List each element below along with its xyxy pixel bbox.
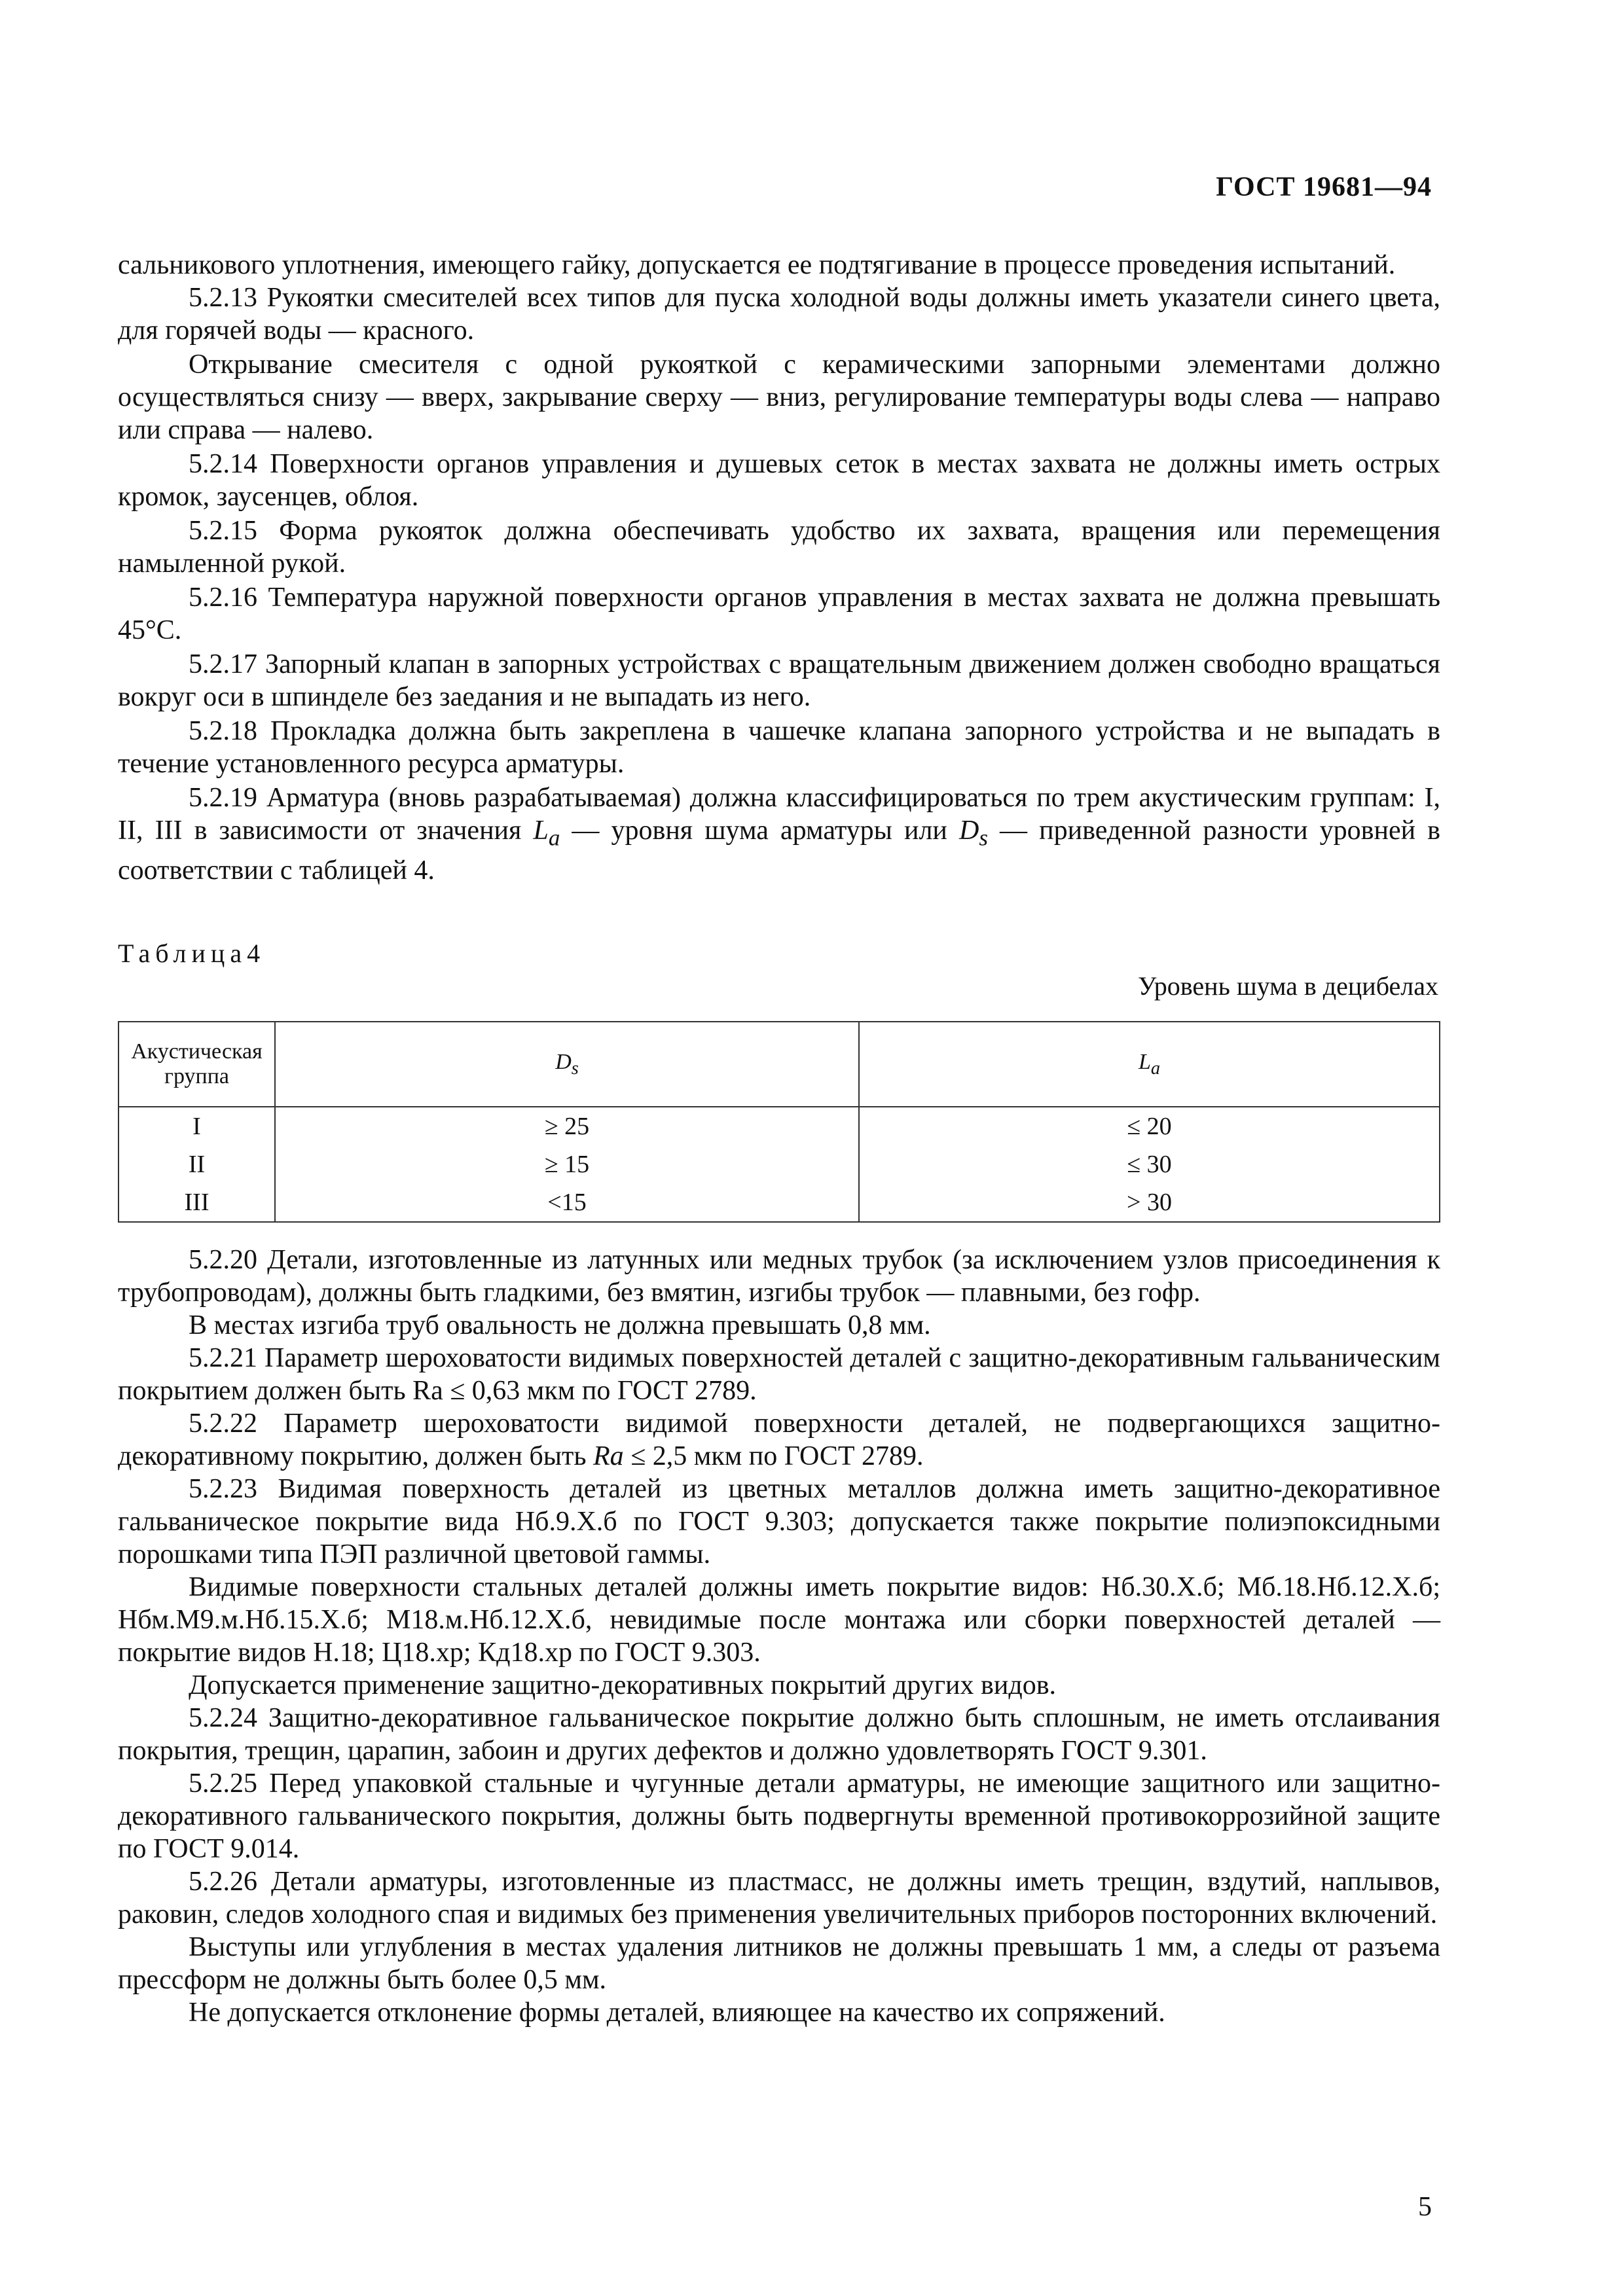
- paragraph-5-2-19: 5.2.19 Арматура (вновь разрабатываемая) должна классифицироваться по трем акустическим группам: I, II, III в зависимости от значения $L_a$ — уровня шума арматуры или $D_s$ — приведенной разности уровней в соответствии с таблицей 4.: [118, 783, 1440, 886]
- paragraph: 5.2.26 Детали арматуры, изготовленные из пластмасс, не должны иметь трещин, вздутий, наплывов, раковин, следов холодного спая и видимых без применения увеличительных приборов посторонних включений.: [118, 1867, 1440, 1929]
- header-la: $L_a$: [859, 1022, 1440, 1107]
- cell-la: ≤ 30: [859, 1145, 1440, 1183]
- paragraph: 5.2.23 Видимая поверхность деталей из цветных металлов должна иметь защитно-декоративное гальваническое покрытие вида Нб.9.Х.б по ГОСТ 9.303; допускается также покрытие полиэпоксидными порошками типа ПЭП различной цветовой гаммы.: [118, 1474, 1440, 1570]
- header-group: Акустическая группа: [119, 1022, 275, 1107]
- paragraph: 5.2.17 Запорный клапан в запорных устройствах с вращательным движением должен свободно вращаться вокруг оси в шпинделе без заедания и не выпадать из него.: [118, 649, 1440, 712]
- cell-ds: ≥ 15: [275, 1145, 859, 1183]
- cell-ds: ≥ 25: [275, 1107, 859, 1145]
- paragraph: Открывание смесителя с одной рукояткой с керамическими запорными элементами должно осуществляться снизу — вверх, закрывание сверху — вниз, регулирование температуры воды слева — направо или справа — налево.: [118, 350, 1440, 445]
- paragraph: 5.2.15 Форма рукояток должна обеспечивать удобство их захвата, вращения или перемещения намыленной рукой.: [118, 516, 1440, 579]
- paragraph-5-2-22: 5.2.22 Параметр шероховатости видимой поверхности деталей, не подвергающихся защитно-декоративному покрытию, должен быть Ra ≤ 2,5 мкм по ГОСТ 2789.: [118, 1408, 1440, 1471]
- table-caption: Таблица4: [118, 939, 266, 968]
- page-number: 5: [1418, 2192, 1432, 2222]
- paragraph: Видимые поверхности стальных деталей должны иметь покрытие видов: Нб.30.Х.б; Мб.18.Нб.12.Х.б; Нбм.М9.м.Нб.15.Х.б; М18.м.Нб.12.Х.б, невидимые после монтажа или сборки поверхностей деталей — покрытие видов Н.18; Ц18.хр; Кд18.хр по ГОСТ 9.303.: [118, 1572, 1440, 1668]
- paragraph: Допускается применение защитно-декоративных покрытий других видов.: [189, 1670, 1057, 1700]
- table-unit-note: Уровень шума в децибелах: [1137, 971, 1438, 1001]
- body-text-top: [118, 249, 1440, 887]
- paragraph: 5.2.24 Защитно-декоративное гальваническое покрытие должно быть сплошным, не иметь отслаивания покрытия, трещин, царапин, забоин и других дефектов и должно удовлетворять ГОСТ 9.301.: [118, 1703, 1440, 1766]
- cell-la: ≤ 20: [859, 1107, 1440, 1145]
- paragraph: 5.2.20 Детали, изготовленные из латунных или медных трубок (за исключением узлов присоединения к трубопроводам), должны быть гладкими, без вмятин, изгибы трубок — плавными, без гофр.: [118, 1245, 1440, 1308]
- paragraph: 5.2.21 Параметр шероховатости видимых поверхностей деталей с защитно-декоративным гальваническим покрытием должен быть Ra ≤ 0,63 мкм по ГОСТ 2789.: [118, 1343, 1440, 1406]
- acoustic-table: [118, 1021, 1440, 1223]
- cell-group: II: [119, 1145, 275, 1183]
- paragraph: 5.2.13 Рукоятки смесителей всех типов для пуска холодной воды должны иметь указатели синего цвета, для горячей воды — красного.: [118, 283, 1440, 346]
- paragraph: В местах изгиба труб овальность не должна превышать 0,8 мм.: [189, 1310, 931, 1340]
- cell-group: I: [119, 1107, 275, 1145]
- table-row: [119, 1183, 1440, 1222]
- table-row: [119, 1145, 1440, 1183]
- table-row: [119, 1107, 1440, 1145]
- cell-group: III: [119, 1183, 275, 1222]
- paragraph: 5.2.18 Прокладка должна быть закреплена в чашечке клапана запорного устройства и не выпадать в течение установленного ресурса арматуры.: [118, 716, 1440, 779]
- document-header: ГОСТ 19681—94: [1216, 172, 1432, 202]
- paragraph: Выступы или углубления в местах удаления литников не должны превышать 1 мм, а следы от разъема прессформ не должны быть более 0,5 мм.: [118, 1932, 1440, 1995]
- paragraph: 5.2.25 Перед упаковкой стальные и чугунные детали арматуры, не имеющие защитного или защитно-декоративного гальванического покрытия, должны быть подвергнуты временной противокоррозийной защите по ГОСТ 9.014.: [118, 1768, 1440, 1864]
- paragraph: Не допускается отклонение формы деталей, влияющее на качество их сопряжений.: [189, 1998, 1165, 2028]
- cell-la: > 30: [859, 1183, 1440, 1222]
- paragraph: сальникового уплотнения, имеющего гайку, допускается ее подтягивание в процессе проведения испытаний.: [118, 250, 1396, 280]
- paragraph: 5.2.14 Поверхности органов управления и душевых сеток в местах захвата не должны иметь острых кромок, заусенцев, облоя.: [118, 449, 1440, 512]
- paragraph: 5.2.16 Температура наружной поверхности органов управления в местах захвата не должна превышать 45°С.: [118, 583, 1440, 645]
- header-ds: $D_s$: [275, 1022, 859, 1107]
- cell-ds: <15: [275, 1183, 859, 1222]
- body-text-bottom: [118, 1244, 1440, 2029]
